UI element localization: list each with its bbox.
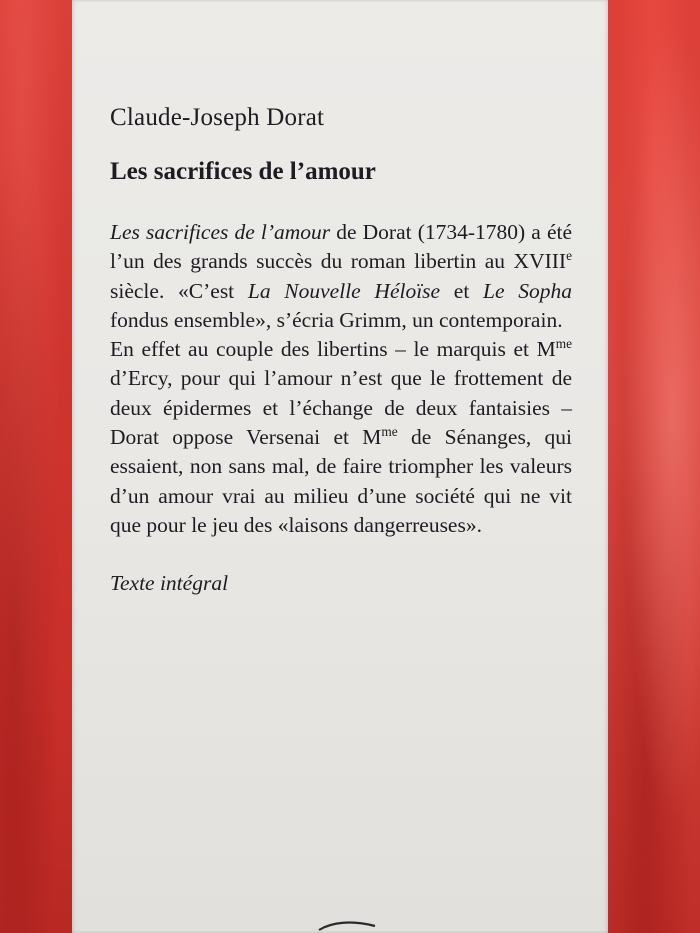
- publisher-logo-fragment: [317, 918, 377, 932]
- back-cover-text: [110, 100, 572, 598]
- superscript-text: e: [566, 248, 572, 264]
- text-run: En effet au couple des libertins – le marquis et M: [110, 337, 556, 362]
- red-binding-left: [0, 0, 72, 933]
- text-run: de Sénanges, qui essaient, non sans mal, de faire triompher les valeurs d’un amour vrai au milieu d’une société qui ne vit que pour le jeu des «laisons dangerreuses».: [110, 425, 572, 537]
- red-binding-right: [608, 0, 700, 933]
- text-run: de Dorat (1734-1780) a été l’un des grands succès du roman libertin au XVIII: [110, 220, 572, 274]
- blurb: [110, 218, 572, 540]
- text-run: siècle. «C’est: [110, 278, 248, 303]
- text-run: et: [440, 278, 484, 303]
- author-name: Claude-Joseph Dorat: [110, 104, 325, 131]
- back-cover-panel: [72, 0, 608, 933]
- superscript-text: me: [555, 336, 572, 352]
- text-run: d’Ercy, pour qui l’amour n’est que le frottement de deux épidermes et l’échange de deux fantaisies – Dorat oppose Versenai et M: [110, 366, 572, 450]
- italic-text: Le Sopha: [483, 278, 572, 303]
- blurb-paragraph-1: [110, 218, 572, 335]
- text-run: fondus ensemble», s’écria Grimm, un contemporain.: [110, 307, 563, 332]
- italic-text: Les sacrifices de l’amour: [110, 220, 331, 244]
- edition-mention: Texte intégral: [110, 571, 229, 596]
- book-title: Les sacrifices de l’amour: [110, 158, 376, 185]
- superscript-text: me: [381, 423, 398, 439]
- blurb-paragraph-2: [110, 335, 572, 540]
- italic-text: La Nouvelle Héloïse: [247, 278, 441, 303]
